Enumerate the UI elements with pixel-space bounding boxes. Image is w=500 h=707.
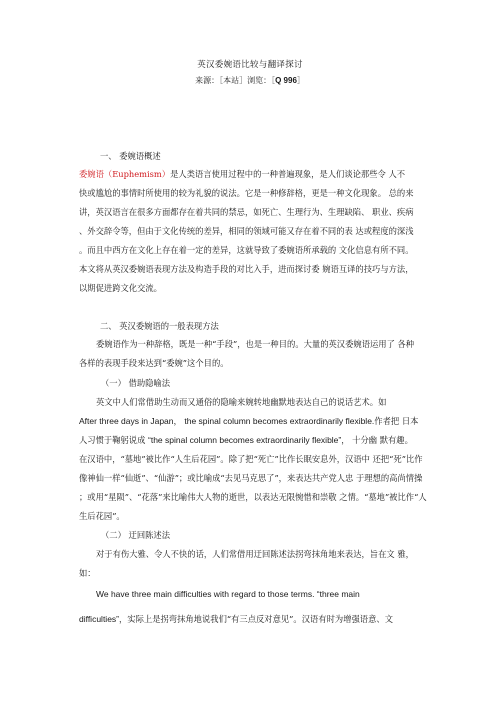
subsection-heading-2: （二） 迂回陈述法 — [101, 530, 171, 540]
paragraph-line: 委婉语（Euphemism）是人类语言使用过程中的一种普遍现象，是人们谈论那些令 人不 — [79, 169, 406, 179]
paragraph-line: After three days in Japan， the spinal column becomes extraordinarily flexible.作者把 日本 — [79, 416, 419, 426]
section-heading-1: 一、 委婉语概述 — [100, 151, 161, 161]
paragraph-line: 本文将从英汉委婉语表现方法及构造手段的对比入手，进而探讨委 婉语互译的技巧与方法， — [79, 264, 414, 274]
euphemism-term: 委婉语（Euphemism） — [79, 169, 171, 179]
meta-bracket: ］ — [296, 76, 305, 85]
article-meta — [0, 75, 500, 86]
paragraph-line: 如： — [79, 568, 96, 578]
paragraph-line: 、外交辞令等，但由于文化传统的差异，相同的领域可能又存在着不同的表 达或程度的深浅 — [79, 226, 414, 236]
paragraph-line: 讲，英汉语言在很多方面都存在着共同的禁忌，如死亡、生理行为、生理缺陷、 职业、疾病 — [79, 207, 414, 217]
paragraph-line: difficulties”，实际上是拐弯抹角地说我们“有三点反对意见”。汉语有时为增强语意、文 — [79, 614, 393, 624]
paragraph-line: 委婉语作为一种辞格，既是一种“手段”，也是一种目的。大量的英汉委婉语运用了 各种 — [96, 339, 415, 349]
paragraph-line: 快或尴尬的事情时所使用的较为礼貌的说法。它是一种修辞格，更是一种文化现象。 总的来 — [79, 188, 414, 198]
paragraph-line: 对于有伤大雅、令人不快的话，人们常借用迂回陈述法拐弯抹角地来表达，旨在文 雅， — [96, 549, 414, 559]
paragraph-line: ；或用“星陨”、“花落”来比喻伟大人物的逝世，以表达无限惋惜和崇敬 之情。“墓地”被比作“人 — [79, 492, 427, 502]
source-label: 来源：［本站］浏览：［ — [195, 76, 276, 85]
view-count: Q 996 — [275, 76, 297, 85]
paragraph-line: 各样的表现手段来达到“委婉”这个目的。 — [79, 358, 229, 368]
paragraph-line: 。而且中西方在文化上存在着一定的差异，这就导致了委婉语所承载的 文化信息有所不同。 — [79, 245, 414, 255]
paragraph-line: 英文中人们常借助生动而又通俗的隐喻来婉转地幽默地表达自己的说话艺术。如 — [96, 397, 387, 407]
paragraph-line: 以期促进跨文化交流。 — [79, 283, 162, 293]
paragraph-line: We have three main difficulties with regard to those terms. “three main — [96, 589, 360, 599]
subsection-heading-1: （一） 借助隐喻法 — [101, 378, 171, 388]
article-title: 英汉委婉语比较与翻译探讨 — [197, 60, 303, 70]
paragraph-line: 人习惯于鞠躬说成 “the spinal column becomes extraordinarily flexible”， 十分幽 默有趣。 — [79, 435, 413, 445]
paragraph-line: 像神仙一样“仙逝”、“仙游”；或比喻成“去见马克思了”，来表达共产党人忠 于理想的高尚情操 — [79, 473, 423, 483]
paragraph-line: 在汉语中，“墓地”被比作“人生后花园”。除了把“死亡”比作长眠安息外，汉语中 还把“死”比作 — [79, 454, 423, 464]
section-heading-2: 二、 英汉委婉语的一般表现方法 — [100, 321, 219, 331]
paragraph-line: 生后花园”。 — [79, 511, 125, 521]
